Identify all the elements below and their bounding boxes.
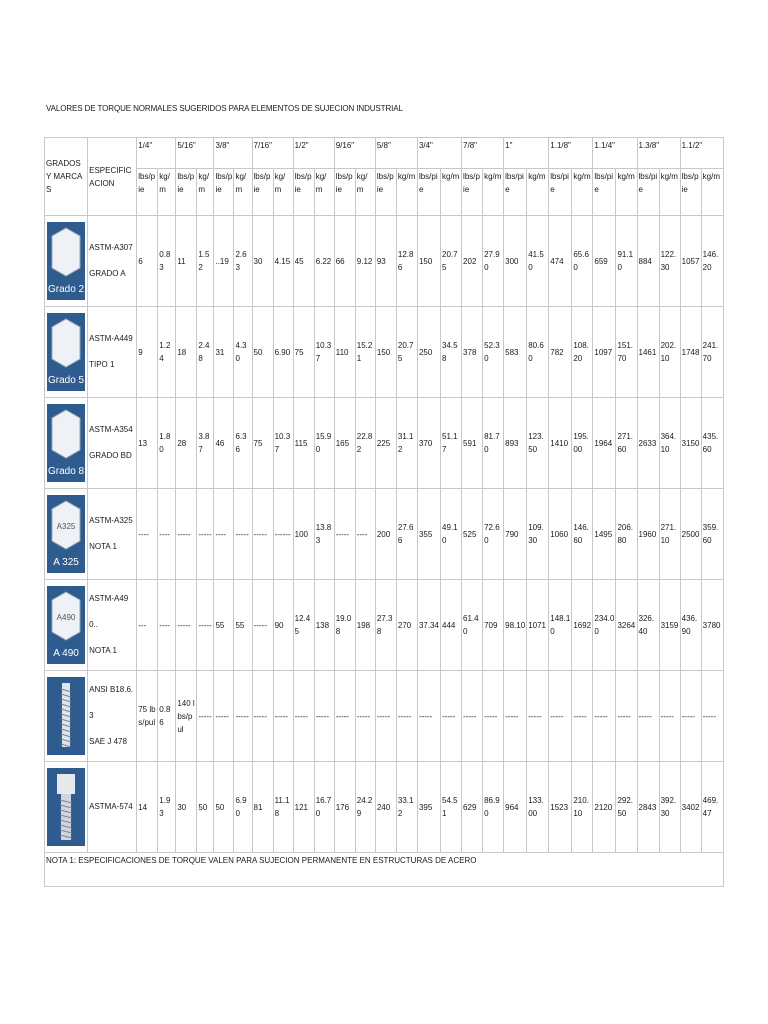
grade-mark-cell: [45, 307, 88, 398]
grados-header: GRADOS Y MARCAS: [45, 138, 88, 216]
size-header: 1.3/8": [637, 138, 680, 169]
value-cell: 200: [375, 489, 396, 580]
value-cell: 50: [214, 762, 234, 853]
unit-header: kg/m: [234, 169, 252, 216]
value-cell: -----: [197, 489, 214, 580]
value-cell: 19.08: [334, 580, 355, 671]
spec-cell: [88, 671, 137, 762]
unit-header: lbs/pie: [593, 169, 616, 216]
value-cell: 146.20: [701, 216, 723, 307]
value-cell: 33.12: [396, 762, 417, 853]
especificacion-header: ESPECIFICACION: [88, 138, 137, 216]
value-cell: 3780: [701, 580, 723, 671]
value-cell: -----: [637, 671, 659, 762]
value-cell: 148.10: [549, 580, 572, 671]
value-cell: 14: [137, 762, 158, 853]
value-cell: 90: [273, 580, 293, 671]
value-cell: 3150: [680, 398, 701, 489]
value-cell: 4.15: [273, 216, 293, 307]
value-cell: 91.10: [616, 216, 637, 307]
value-cell: 50: [252, 307, 273, 398]
value-cell: 1964: [593, 398, 616, 489]
value-cell: 370: [417, 398, 440, 489]
value-cell: -----: [314, 671, 334, 762]
unit-header: kg/m: [273, 169, 293, 216]
value-cell: 28: [176, 398, 197, 489]
spec-cell: [88, 580, 137, 671]
spec-cell: [88, 216, 137, 307]
grade-mark-cell: [45, 580, 88, 671]
value-cell: -----: [176, 580, 197, 671]
grade-label: Grado 2: [47, 284, 85, 295]
value-cell: 1.80: [158, 398, 176, 489]
value-cell: -----: [197, 671, 214, 762]
size-header: 1": [504, 138, 549, 169]
spec-cell: [88, 307, 137, 398]
spec-cell: [88, 398, 137, 489]
size-header: 5/8": [375, 138, 417, 169]
value-cell: 13: [137, 398, 158, 489]
unit-header: kg/m: [527, 169, 549, 216]
value-cell: 20.75: [441, 216, 462, 307]
value-cell: 80.60: [527, 307, 549, 398]
table-row: [45, 762, 724, 853]
value-cell: -----: [252, 671, 273, 762]
value-cell: 436.90: [680, 580, 701, 671]
value-cell: 93: [375, 216, 396, 307]
value-cell: 108.20: [572, 307, 593, 398]
value-cell: 150: [417, 216, 440, 307]
unit-header: kg/m: [355, 169, 375, 216]
hex-bolt-head-icon: [47, 404, 85, 482]
grade-label: Grado 8: [47, 466, 85, 477]
value-cell: -----: [273, 671, 293, 762]
value-cell: 198: [355, 580, 375, 671]
size-header: 7/8": [462, 138, 504, 169]
value-cell: 110: [334, 307, 355, 398]
size-header: 1.1/2": [680, 138, 723, 169]
unit-header: lbs/pie: [637, 169, 659, 216]
value-cell: ----: [214, 489, 234, 580]
value-cell: 49.10: [441, 489, 462, 580]
value-cell: 782: [549, 307, 572, 398]
value-cell: ----: [137, 489, 158, 580]
value-cell: 359.60: [701, 489, 723, 580]
value-cell: ----: [158, 580, 176, 671]
note-row: [45, 853, 724, 887]
value-cell: 1.52: [197, 216, 214, 307]
unit-header: kg/m: [158, 169, 176, 216]
value-cell: -----: [701, 671, 723, 762]
value-cell: -----: [355, 671, 375, 762]
value-cell: -----: [334, 671, 355, 762]
value-cell: 98.10: [504, 580, 527, 671]
hex-bolt-head-icon: [47, 222, 85, 300]
value-cell: 30: [176, 762, 197, 853]
unit-header: kg/m: [701, 169, 723, 216]
spec-line: GRADO A: [89, 269, 126, 278]
value-cell: 61.40: [462, 580, 483, 671]
value-cell: 392.30: [659, 762, 680, 853]
value-cell: 6.36: [234, 398, 252, 489]
spec-line: NOTA 1: [89, 542, 117, 551]
value-cell: 9: [137, 307, 158, 398]
value-cell: -----: [214, 671, 234, 762]
value-cell: 225: [375, 398, 396, 489]
value-cell: 31: [214, 307, 234, 398]
value-cell: 2633: [637, 398, 659, 489]
value-cell: -----: [334, 489, 355, 580]
table-row: [45, 398, 724, 489]
value-cell: 2.48: [197, 307, 214, 398]
table-row: [45, 489, 724, 580]
spec-line: ASTMA-574: [89, 802, 133, 811]
value-cell: 2843: [637, 762, 659, 853]
value-cell: 4.30: [234, 307, 252, 398]
size-header-row: [45, 138, 724, 169]
value-cell: 6.22: [314, 216, 334, 307]
spec-line: ANSI B18.6.3: [89, 685, 134, 720]
hex-bolt-head-icon: [47, 586, 85, 664]
table-row: [45, 216, 724, 307]
value-cell: 884: [637, 216, 659, 307]
value-cell: 10.37: [314, 307, 334, 398]
value-cell: -----: [483, 671, 504, 762]
value-cell: 1057: [680, 216, 701, 307]
value-cell: 469.47: [701, 762, 723, 853]
socket-cap-screw-icon: [47, 768, 85, 846]
value-cell: 66: [334, 216, 355, 307]
value-cell: 709: [483, 580, 504, 671]
hex-bolt-head-icon: [47, 313, 85, 391]
value-cell: 81: [252, 762, 273, 853]
head-marking: A325: [56, 522, 76, 531]
value-cell: 271.60: [616, 398, 637, 489]
value-cell: -----: [252, 489, 273, 580]
value-cell: 24.29: [355, 762, 375, 853]
value-cell: 55: [234, 580, 252, 671]
value-cell: 202.10: [659, 307, 680, 398]
unit-header: kg/m: [616, 169, 637, 216]
unit-header-row: [45, 169, 724, 216]
value-cell: 1060: [549, 489, 572, 580]
value-cell: 271.10: [659, 489, 680, 580]
grade-label: A 325: [53, 557, 79, 568]
value-cell: 27.38: [375, 580, 396, 671]
size-header: 1.1/4": [593, 138, 637, 169]
value-cell: 6.90: [234, 762, 252, 853]
size-header: 3/8": [214, 138, 252, 169]
value-cell: 86.90: [483, 762, 504, 853]
value-cell: 195.00: [572, 398, 593, 489]
value-cell: 15.90: [314, 398, 334, 489]
value-cell: 12.86: [396, 216, 417, 307]
unit-header: kg/m: [659, 169, 680, 216]
value-cell: -----: [441, 671, 462, 762]
grade-mark-cell: [45, 489, 88, 580]
value-cell: 525: [462, 489, 483, 580]
value-cell: 6: [137, 216, 158, 307]
value-cell: 15.21: [355, 307, 375, 398]
grade-mark-cell: [45, 762, 88, 853]
unit-header: lbs/pie: [462, 169, 483, 216]
spec-line: ASTM-A307: [89, 243, 133, 252]
unit-header: lbs/pie: [252, 169, 273, 216]
value-cell: 50: [197, 762, 214, 853]
size-header: 5/16": [176, 138, 214, 169]
value-cell: ----: [355, 489, 375, 580]
value-cell: -----: [572, 671, 593, 762]
value-cell: 31.12: [396, 398, 417, 489]
value-cell: 30: [252, 216, 273, 307]
value-cell: 176: [334, 762, 355, 853]
unit-header: lbs/pie: [334, 169, 355, 216]
value-cell: -----: [417, 671, 440, 762]
spec-line: ASTM-A354: [89, 425, 133, 434]
value-cell: 1461: [637, 307, 659, 398]
value-cell: 100: [293, 489, 314, 580]
value-cell: -----: [527, 671, 549, 762]
unit-header: lbs/pie: [680, 169, 701, 216]
spec-line: TIPO 1: [89, 360, 115, 369]
grade-label: A 490: [53, 648, 79, 659]
unit-header: lbs/pie: [375, 169, 396, 216]
value-cell: 22.82: [355, 398, 375, 489]
grade-label: Grado 5: [47, 375, 85, 386]
value-cell: 326.40: [637, 580, 659, 671]
value-cell: 122.30: [659, 216, 680, 307]
value-cell: 2120: [593, 762, 616, 853]
value-cell: 34.58: [441, 307, 462, 398]
value-cell: 0.83: [158, 216, 176, 307]
page-title: VALORES DE TORQUE NORMALES SUGERIDOS PARA ELEMENTOS DE SUJECION INDUSTRIAL: [46, 104, 403, 113]
value-cell: -----: [176, 489, 197, 580]
unit-header: lbs/pie: [293, 169, 314, 216]
value-cell: 364.10: [659, 398, 680, 489]
value-cell: 165: [334, 398, 355, 489]
unit-header: kg/m: [572, 169, 593, 216]
value-cell: 240: [375, 762, 396, 853]
value-cell: 790: [504, 489, 527, 580]
value-cell: 964: [504, 762, 527, 853]
value-cell: 151.70: [616, 307, 637, 398]
value-cell: -----: [616, 671, 637, 762]
value-cell: 20.75: [396, 307, 417, 398]
value-cell: 292.50: [616, 762, 637, 853]
unit-header: kg/m: [197, 169, 214, 216]
spec-cell: [88, 762, 137, 853]
value-cell: 37.34: [417, 580, 440, 671]
value-cell: -----: [234, 489, 252, 580]
value-cell: 115: [293, 398, 314, 489]
value-cell: 55: [214, 580, 234, 671]
value-cell: 0.86: [158, 671, 176, 762]
value-cell: 133.00: [527, 762, 549, 853]
value-cell: 206.80: [616, 489, 637, 580]
value-cell: 395: [417, 762, 440, 853]
value-cell: 2500: [680, 489, 701, 580]
unit-header: lbs/pie: [176, 169, 197, 216]
value-cell: 12.45: [293, 580, 314, 671]
unit-header: lbs/pie: [417, 169, 440, 216]
value-cell: 444: [441, 580, 462, 671]
footnote: NOTA 1: ESPECIFICACIONES DE TORQUE VALEN PARA SUJECION PERMANENTE EN ESTRUCTURAS DE ACERO: [45, 853, 724, 887]
value-cell: 629: [462, 762, 483, 853]
value-cell: 3264: [616, 580, 637, 671]
value-cell: ---: [137, 580, 158, 671]
value-cell: 146.60: [572, 489, 593, 580]
value-cell: -----: [504, 671, 527, 762]
value-cell: 241.70: [701, 307, 723, 398]
unit-header: kg/m: [314, 169, 334, 216]
value-cell: 1097: [593, 307, 616, 398]
value-cell: 75 lbs/pul: [137, 671, 158, 762]
value-cell: 27.66: [396, 489, 417, 580]
value-cell: 72.60: [483, 489, 504, 580]
value-cell: 202: [462, 216, 483, 307]
value-cell: 583: [504, 307, 527, 398]
size-header: 3/4": [417, 138, 461, 169]
unit-header: lbs/pie: [137, 169, 158, 216]
value-cell: 51.17: [441, 398, 462, 489]
value-cell: 54.51: [441, 762, 462, 853]
stud-bolt-icon: [47, 677, 85, 755]
value-cell: -----: [375, 671, 396, 762]
value-cell: 1748: [680, 307, 701, 398]
value-cell: 6.90: [273, 307, 293, 398]
head-marking: A490: [56, 613, 76, 622]
value-cell: 1523: [549, 762, 572, 853]
value-cell: 210.10: [572, 762, 593, 853]
grade-mark-cell: [45, 216, 88, 307]
value-cell: 52.30: [483, 307, 504, 398]
value-cell: -----: [252, 580, 273, 671]
value-cell: 11.18: [273, 762, 293, 853]
value-cell: 355: [417, 489, 440, 580]
unit-header: lbs/pie: [214, 169, 234, 216]
value-cell: 9.12: [355, 216, 375, 307]
value-cell: 1.24: [158, 307, 176, 398]
value-cell: 123.50: [527, 398, 549, 489]
value-cell: 65.60: [572, 216, 593, 307]
value-cell: 378: [462, 307, 483, 398]
unit-header: kg/m: [483, 169, 504, 216]
value-cell: 3159: [659, 580, 680, 671]
torque-table: [44, 137, 724, 887]
value-cell: 2.63: [234, 216, 252, 307]
table-row: [45, 580, 724, 671]
value-cell: 435.60: [701, 398, 723, 489]
size-header: 1/2": [293, 138, 334, 169]
table-row: [45, 671, 724, 762]
value-cell: -----: [462, 671, 483, 762]
value-cell: 10.37: [273, 398, 293, 489]
value-cell: 474: [549, 216, 572, 307]
value-cell: 75: [252, 398, 273, 489]
value-cell: 234.00: [593, 580, 616, 671]
value-cell: 13.83: [314, 489, 334, 580]
value-cell: 109.30: [527, 489, 549, 580]
hex-bolt-head-icon: [47, 495, 85, 573]
value-cell: 18: [176, 307, 197, 398]
unit-header: lbs/pie: [549, 169, 572, 216]
value-cell: -----: [234, 671, 252, 762]
value-cell: 250: [417, 307, 440, 398]
value-cell: 46: [214, 398, 234, 489]
value-cell: -----: [659, 671, 680, 762]
value-cell: 150: [375, 307, 396, 398]
spec-line: ASTM-A490..: [89, 594, 129, 629]
value-cell: 11: [176, 216, 197, 307]
value-cell: ..19: [214, 216, 234, 307]
value-cell: 75: [293, 307, 314, 398]
value-cell: 3402: [680, 762, 701, 853]
value-cell: 1410: [549, 398, 572, 489]
spec-line: NOTA 1: [89, 646, 117, 655]
value-cell: 45: [293, 216, 314, 307]
value-cell: -----: [549, 671, 572, 762]
size-header: 7/16": [252, 138, 293, 169]
value-cell: 121: [293, 762, 314, 853]
value-cell: 591: [462, 398, 483, 489]
spec-line: GRADO BD: [89, 451, 132, 460]
value-cell: 81.70: [483, 398, 504, 489]
value-cell: 138: [314, 580, 334, 671]
value-cell: 1495: [593, 489, 616, 580]
value-cell: 893: [504, 398, 527, 489]
value-cell: 300: [504, 216, 527, 307]
value-cell: 1960: [637, 489, 659, 580]
grade-mark-cell: [45, 398, 88, 489]
value-cell: -----: [680, 671, 701, 762]
value-cell: 659: [593, 216, 616, 307]
value-cell: 27.90: [483, 216, 504, 307]
value-cell: ------: [273, 489, 293, 580]
spec-line: ASTM-A449: [89, 334, 133, 343]
unit-header: lbs/pie: [504, 169, 527, 216]
value-cell: -----: [396, 671, 417, 762]
unit-header: kg/m: [396, 169, 417, 216]
table-row: [45, 307, 724, 398]
size-header: 1.1/8": [549, 138, 593, 169]
value-cell: 3.87: [197, 398, 214, 489]
value-cell: 270: [396, 580, 417, 671]
value-cell: 16.70: [314, 762, 334, 853]
spec-line: ASTM-A325: [89, 516, 133, 525]
grade-mark-cell: [45, 671, 88, 762]
value-cell: 1.93: [158, 762, 176, 853]
value-cell: 1692: [572, 580, 593, 671]
value-cell: ----: [158, 489, 176, 580]
size-header: 1/4": [137, 138, 176, 169]
value-cell: -----: [593, 671, 616, 762]
value-cell: 140 lbs/pul: [176, 671, 197, 762]
value-cell: 1071: [527, 580, 549, 671]
size-header: 9/16": [334, 138, 375, 169]
spec-cell: [88, 489, 137, 580]
value-cell: -----: [293, 671, 314, 762]
unit-header: kg/m: [441, 169, 462, 216]
spec-line: SAE J 478: [89, 737, 127, 746]
value-cell: 41.50: [527, 216, 549, 307]
value-cell: -----: [197, 580, 214, 671]
